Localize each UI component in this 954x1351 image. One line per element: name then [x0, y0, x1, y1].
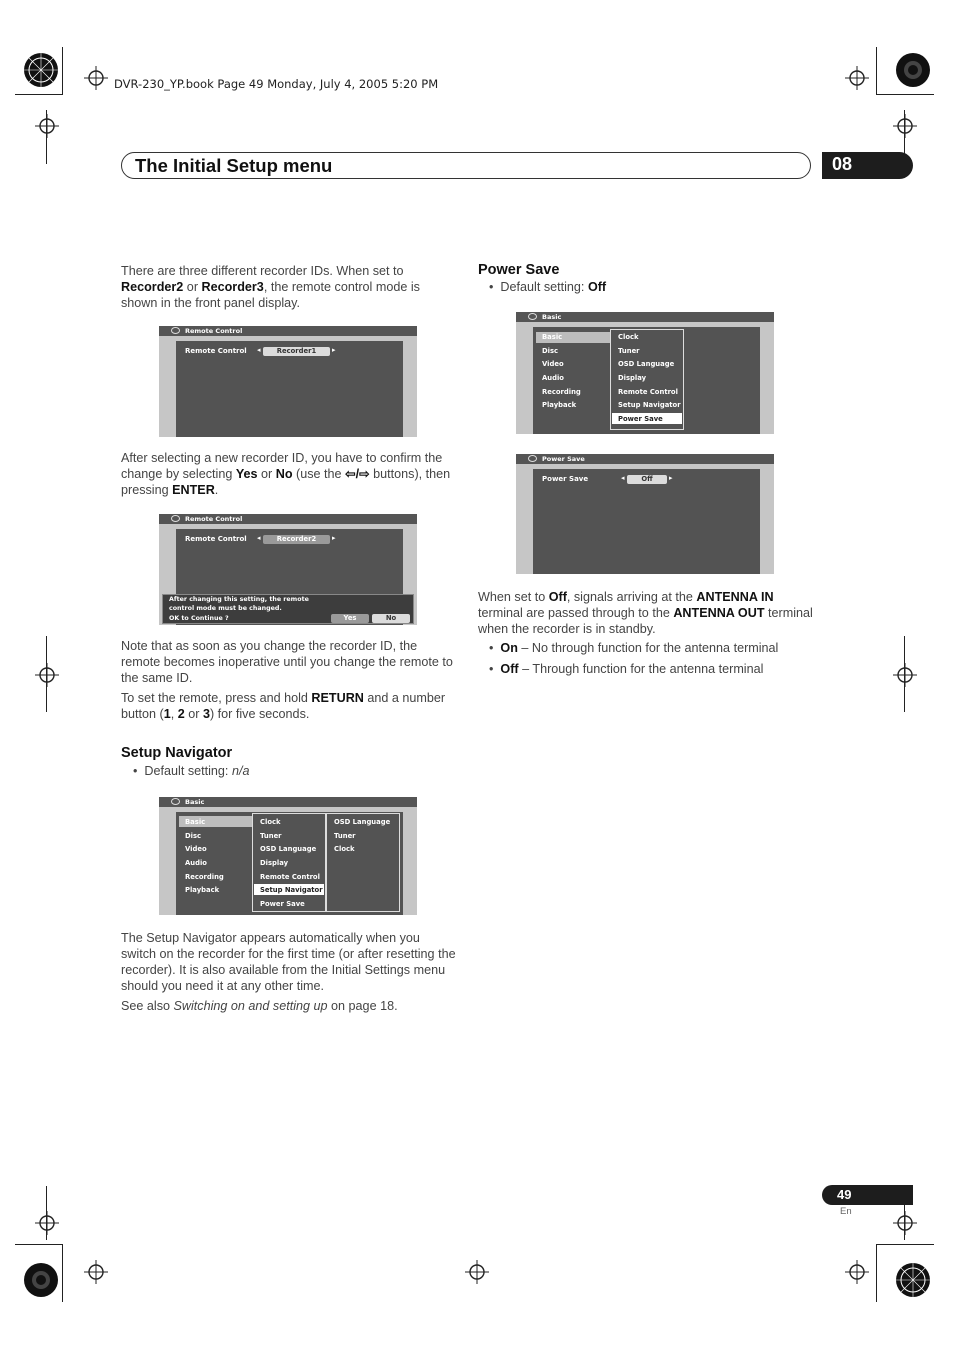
- right-arrow-icon: ▸: [669, 475, 673, 482]
- page-number-tab: [822, 1185, 913, 1205]
- menu-item[interactable]: Video: [542, 360, 564, 368]
- right-arrow-icon: ▸: [332, 347, 336, 354]
- crosshair-icon: [893, 663, 917, 687]
- osd-basic-setup-navigator-screen: [159, 797, 417, 915]
- return-paragraph: To set the remote, press and hold RETURN and a number button (1, 2 or 3) for five seconds.: [121, 691, 446, 721]
- menu-item[interactable]: Clock: [334, 845, 355, 853]
- power-save-default: • Default setting: Off: [489, 280, 607, 294]
- menu-item[interactable]: Disc: [185, 832, 202, 840]
- crosshair-icon: [465, 1260, 489, 1284]
- menu-item[interactable]: Recording: [542, 388, 581, 396]
- setup-navigator-heading: Setup Navigator: [121, 745, 233, 761]
- crosshair-icon: [845, 66, 869, 90]
- print-header: DVR-230_YP.book Page 49 Monday, July 4, 2005 5:20 PM: [114, 77, 439, 91]
- menu-item[interactable]: OSD Language: [260, 845, 317, 853]
- menu-item[interactable]: Basic: [542, 333, 563, 341]
- menu-item-selected[interactable]: Setup Navigator: [260, 886, 323, 894]
- crosshair-icon: [893, 114, 917, 138]
- menu-item[interactable]: Disc: [542, 347, 559, 355]
- osd-title-bar: Basic: [516, 312, 774, 322]
- page-number: 49: [837, 1187, 852, 1202]
- left-arrow-icon: ◂: [257, 535, 261, 542]
- crosshair-icon: [35, 114, 59, 138]
- disc-icon: [528, 455, 537, 462]
- note-paragraph: Note that as soon as you change the recorder ID, the remote becomes inoperative until you change the remote to the same ID.: [121, 639, 453, 685]
- menu-item[interactable]: Power Save: [260, 900, 305, 908]
- crosshair-icon: [893, 1211, 917, 1235]
- menu-item[interactable]: Basic: [185, 818, 206, 826]
- intro-paragraph: There are three different recorder IDs. When set to Recorder2 or Recorder3, the remote control mode is shown in the front panel display.: [121, 264, 420, 310]
- no-button[interactable]: No: [372, 614, 410, 623]
- osd-power-save-screen: [516, 454, 774, 574]
- registration-mark-icon: [895, 1262, 931, 1298]
- recorder-id-selector[interactable]: Recorder2: [263, 535, 330, 544]
- submenu-panel-2: [326, 813, 400, 912]
- language-code: En: [840, 1206, 852, 1217]
- crosshair-icon: [845, 1260, 869, 1284]
- left-arrow-icon: ◂: [257, 347, 261, 354]
- disc-icon: [171, 798, 180, 805]
- menu-item[interactable]: Tuner: [618, 347, 640, 355]
- confirm-dialog: [162, 594, 414, 624]
- osd-title-bar: Basic: [159, 797, 417, 807]
- dialog-message: control mode must be changed.: [169, 605, 282, 612]
- option-on: • On – No through function for the antenna terminal: [489, 641, 779, 655]
- menu-item[interactable]: OSD Language: [334, 818, 391, 826]
- menu-item[interactable]: OSD Language: [618, 360, 675, 368]
- menu-item[interactable]: Playback: [185, 886, 220, 894]
- menu-item[interactable]: Setup Navigator: [618, 401, 681, 409]
- dialog-question: OK to Continue ?: [169, 615, 229, 622]
- menu-item[interactable]: Display: [260, 859, 289, 867]
- menu-item[interactable]: Clock: [260, 818, 281, 826]
- setup-navigator-default: • Default setting: n/a: [133, 764, 250, 778]
- registration-mark-icon: [23, 52, 59, 88]
- recorder-id-selector[interactable]: Recorder1: [263, 347, 330, 356]
- crosshair-icon: [35, 1211, 59, 1235]
- left-arrow-icon: ◂: [621, 475, 625, 482]
- osd-basic-power-save-screen: [516, 312, 774, 434]
- crosshair-icon: [84, 66, 108, 90]
- menu-item[interactable]: Audio: [542, 374, 564, 382]
- disc-icon: [171, 327, 180, 334]
- disc-icon: [528, 313, 537, 320]
- chapter-title-bar: [121, 152, 811, 179]
- menu-item[interactable]: Tuner: [260, 832, 282, 840]
- menu-item[interactable]: Video: [185, 845, 207, 853]
- menu-item[interactable]: Recording: [185, 873, 224, 881]
- option-off: • Off – Through function for the antenna terminal: [489, 662, 764, 676]
- menu-item[interactable]: Playback: [542, 401, 577, 409]
- dialog-message: After changing this setting, the remote: [169, 596, 309, 603]
- arrow-buttons-icon: ⇦/⇨: [345, 467, 370, 481]
- setup-navigator-description: The Setup Navigator appears automatically when you switch on the recorder for the first time (or after resetting the recorder). It is also available from the Initial Settings menu should you need it at any other time.: [121, 931, 456, 993]
- see-also: See also Switching on and setting up on page 18.: [121, 999, 398, 1013]
- menu-item[interactable]: Remote Control: [618, 388, 678, 396]
- disc-icon: [171, 515, 180, 522]
- menu-item[interactable]: Tuner: [334, 832, 356, 840]
- confirm-paragraph: After selecting a new recorder ID, you have to confirm the change by selecting Yes or No (use the ⇦/⇨ buttons), then pressing ENTER.: [121, 451, 451, 497]
- chapter-number: 08: [832, 154, 853, 174]
- osd-title-bar: Power Save: [516, 454, 774, 464]
- osd-label: Power Save: [542, 475, 589, 483]
- right-arrow-icon: ▸: [332, 535, 336, 542]
- menu-item[interactable]: Audio: [185, 859, 207, 867]
- crosshair-icon: [35, 663, 59, 687]
- chapter-title: The Initial Setup menu: [135, 155, 333, 176]
- yes-button[interactable]: Yes: [331, 614, 369, 623]
- registration-mark-icon: [895, 52, 931, 88]
- osd-label: Remote Control: [185, 347, 247, 355]
- osd-title-bar: Remote Control: [159, 514, 417, 524]
- osd-remote-control-confirm-screen: [159, 514, 417, 625]
- crosshair-icon: [84, 1260, 108, 1284]
- menu-item[interactable]: Remote Control: [260, 873, 320, 881]
- osd-remote-control-screen: [159, 326, 417, 437]
- menu-item-selected[interactable]: Power Save: [618, 415, 663, 423]
- power-save-heading: Power Save: [478, 262, 560, 278]
- menu-item[interactable]: Display: [618, 374, 647, 382]
- menu-item[interactable]: Clock: [618, 333, 639, 341]
- registration-mark-icon: [23, 1262, 59, 1298]
- power-save-selector[interactable]: Off: [627, 475, 667, 484]
- osd-title-bar: Remote Control: [159, 326, 417, 336]
- chapter-number-tab: [822, 152, 913, 179]
- osd-label: Remote Control: [185, 535, 247, 543]
- power-save-description: When set to Off, signals arriving at the ANTENNA IN terminal are passed through to the ANTENNA OUT terminal when the recorder is in standby.: [478, 590, 813, 636]
